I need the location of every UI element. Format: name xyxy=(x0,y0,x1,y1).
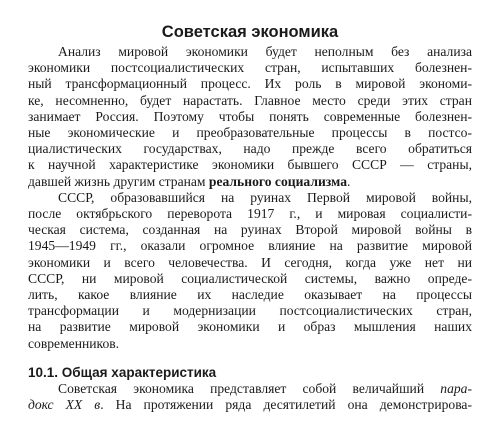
text-line: экономики и всего человечества. И сегодня, когда уже нет ни xyxy=(28,254,472,270)
text-line-last: современников. xyxy=(28,335,120,351)
text-line: 1945—1949 гг., оказали огромное влияние на развитие мировой xyxy=(28,238,472,254)
text-line xyxy=(28,397,472,413)
text-line: СССР, ни мировой социалистической системы, важно опреде- xyxy=(28,270,472,286)
text-line: ные экономические и преобразовательные процессы в постсо- xyxy=(28,125,472,141)
text-line: занимает Россия. Поэтому чтобы понять современные болезнен- xyxy=(28,108,472,124)
text-line: Анализ мировой экономики будет неполным без анализа xyxy=(58,44,472,59)
text-line: ный трансформационный процесс. Их роль в мировой экономи- xyxy=(28,76,472,92)
emphasis-term: пара- xyxy=(440,380,472,396)
text-run: . xyxy=(347,173,351,189)
text-line: после октябрьского переворота 1917 г., и мировая социалисти- xyxy=(28,206,472,222)
paragraph-ussr xyxy=(28,190,472,352)
text-line-last xyxy=(28,174,472,190)
text-line: ческая система, созданная на руинах Второй мировой войны в xyxy=(28,222,472,238)
text-line: лить, какое влияние их наследие оказывает на процессы xyxy=(28,287,472,303)
page-title: Советская экономика xyxy=(161,23,339,41)
text-line: на развитие мировой экономики и образ мышления наших xyxy=(28,319,472,335)
section-heading: 10.1. Общая характеристика xyxy=(28,364,217,380)
emphasis-term: реального социализма xyxy=(208,173,348,189)
emphasis-term: докс XX в xyxy=(28,397,101,413)
text-line xyxy=(28,381,472,397)
text-line: к научной характеристике экономики бывшего СССР — страны, xyxy=(28,157,472,173)
text-line: ке, несомненно, будет нарастать. Главное место среди этих стран xyxy=(28,92,472,108)
document-page xyxy=(28,22,472,413)
text-line: экономики постсоциалистических стран, испытавших болезнен- xyxy=(28,60,472,76)
paragraph-intro xyxy=(28,44,472,190)
text-run: . На протяжении ряда десятилетий она демонстрирова- xyxy=(100,397,472,413)
paragraph-section xyxy=(28,381,472,413)
text-line: циалистических государствах, надо прежде всего обратиться xyxy=(28,141,472,157)
text-run: давшей жизнь другим странам xyxy=(28,173,209,189)
text-line: трансформации и модернизации постсоциалистических стран, xyxy=(28,303,472,319)
text-line: СССР, образовавшийся на руинах Первой мировой войны, xyxy=(58,189,472,205)
text-run: Советская экономика представляет собой величайший xyxy=(58,380,441,396)
